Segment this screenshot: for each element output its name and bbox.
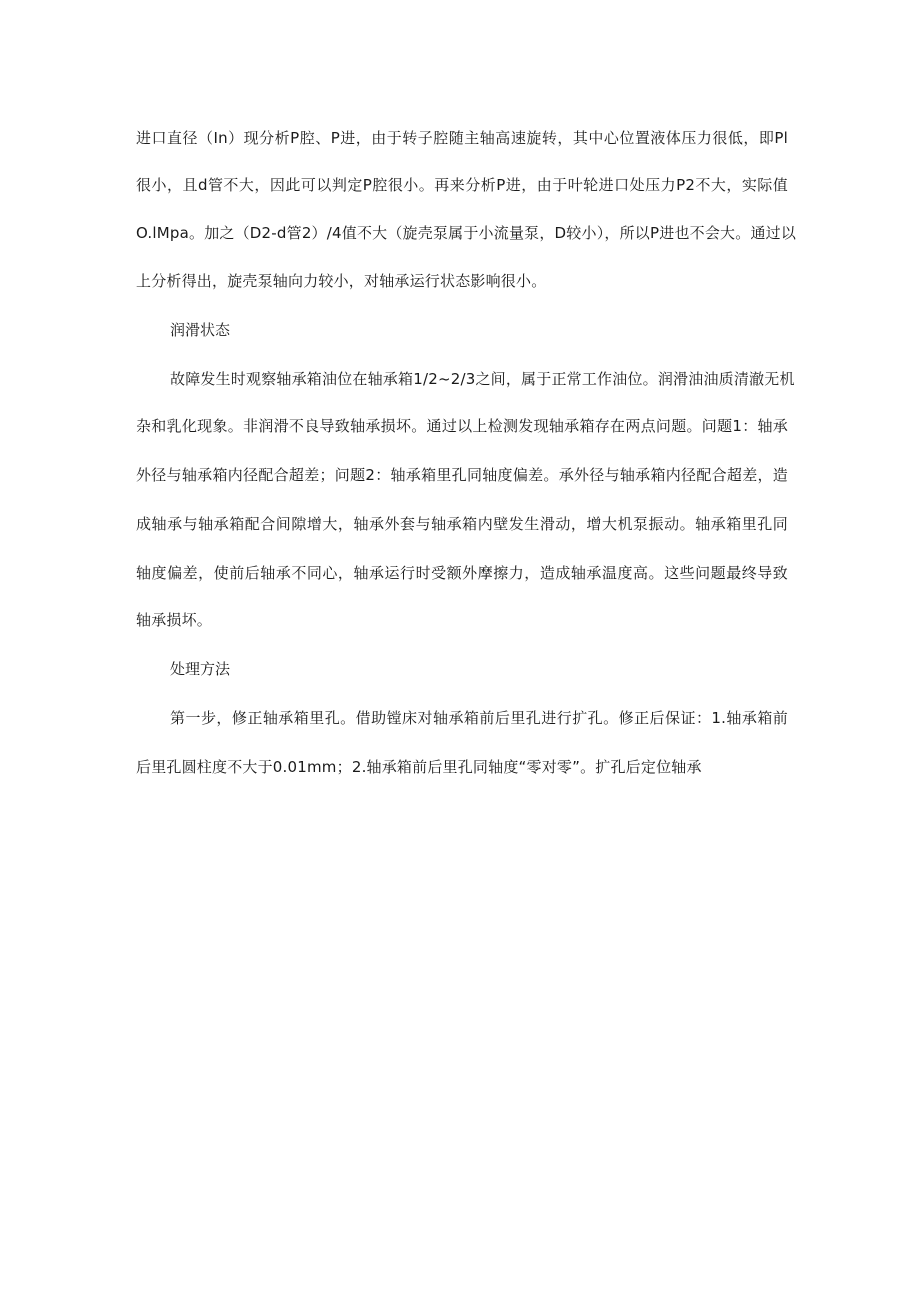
paragraph-1-line-3: O.lMpa。加之（D2-d管2）/4值不大（旋壳泵属于小流量泵，D较小），所以P进也不会大。通过以: [136, 224, 797, 242]
paragraph-1-line-1: 进口直径（In）现分析P腔、P进，由于转子腔随主轴高速旋转，其中心位置液体压力很低，即Pl: [136, 129, 788, 147]
section-heading-lubrication: 润滑状态: [170, 321, 231, 339]
paragraph-2-line-5: 轴度偏差，使前后轴承不同心，轴承运行时受额外摩擦力，造成轴承温度高。这些问题最终导致: [136, 564, 788, 582]
paragraph-2-line-1: 故障发生时观察轴承箱油位在轴承箱1/2~2/3之间，属于正常工作油位。润滑油油质清澈无机: [170, 370, 795, 388]
paragraph-2-line-2: 杂和乳化现象。非润滑不良导致轴承损坏。通过以上检测发现轴承箱存在两点问题。问题1：轴承: [136, 417, 788, 435]
paragraph-2-line-4: 成轴承与轴承箱配合间隙增大，轴承外套与轴承箱内壁发生滑动，增大机泵振动。轴承箱里孔同: [136, 515, 788, 533]
paragraph-3-line-2: 后里孔圆柱度不大于0.01mm；2.轴承箱前后里孔同轴度“零对零”。扩孔后定位轴承: [136, 758, 702, 776]
paragraph-1-line-4: 上分析得出，旋壳泵轴向力较小，对轴承运行状态影响很小。: [136, 272, 547, 290]
paragraph-2-line-6: 轴承损坏。: [136, 611, 213, 629]
section-heading-method: 处理方法: [170, 660, 231, 678]
paragraph-1-line-2: 很小，且d管不大，因此可以判定P腔很小。再来分析P进，由于叶轮进口处压力P2不大，实际值: [136, 176, 788, 194]
paragraph-2-line-3: 外径与轴承箱内径配合超差；问题2：轴承箱里孔同轴度偏差。承外径与轴承箱内径配合超差，造: [136, 466, 788, 484]
paragraph-3-line-1: 第一步，修正轴承箱里孔。借助镗床对轴承箱前后里孔进行扩孔。修正后保证：1.轴承箱前: [170, 709, 788, 727]
